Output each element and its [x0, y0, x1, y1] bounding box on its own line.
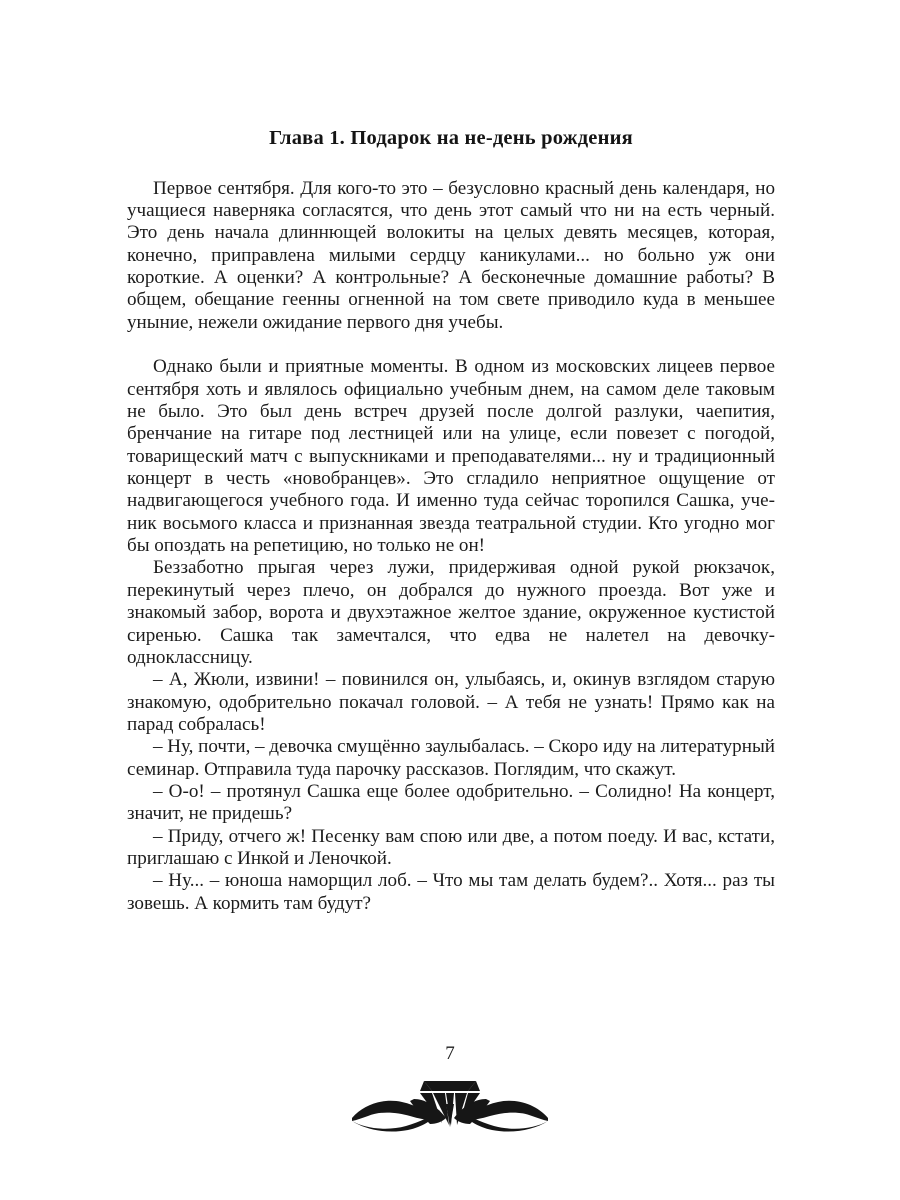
body-paragraph-dialogue: – Приду, отчего ж! Песенку вам спою или две, а потом поеду. И вас, кстати, приглашаю с Инкой и Леночкой.: [127, 825, 775, 869]
body-paragraph-dialogue: – О-о! – протянул Сашка еще более одобрительно. – Солидно! На концерт, значит, не придешь?: [127, 780, 775, 825]
body-paragraph-dialogue: – А, Жюли, извини! – повинился он, улыбаясь, и, окинув взглядом старую знакомую, одобрительно покачал головой. – А тебя не узнать! Прямо как на парад собралась!: [127, 669, 775, 735]
body-paragraph: Однако были и приятные моменты. В одном из московских лицеев первое сентября хоть и являлось официально учебным днем, на самом деле таковым не было. Это был день встреч друзей после долгой разлуки, чаепития, бренчание на гитаре под лестницей или на улице, если повезет с погодой, товарищеский матч с выпускниками и преподавателями... ну и традиционный концерт в честь «новобранцев». Это сгладило неприятное ощущение от надвигающегося учебного года. И именно туда сейчас торопился Сашка, ученик восьмого класса и признанная звезда театральной студии. Кто угодно мог бы опоздать на репетицию, но только не он!: [127, 356, 775, 557]
body-paragraph: Первое сентября. Для кого-то это – безусловно красный день календаря, но учащиеся наверняка согласятся, что день этот самый что ни на есть черный. Это день начала длиннющей волокиты на целых девять месяцев, которая, конечно, приправлена милыми сердцу каникулами... но больно уж они короткие. А оценки? А контрольные? А бесконечные домашние работы? В общем, обещание геенны огненной на том свете приводило куда в меньшее уныние, нежели ожидание первого дня учебы.: [127, 177, 775, 333]
text-column: [127, 126, 775, 915]
body-paragraph-dialogue: – Ну... – юноша наморщил лоб. – Что мы там делать будем?.. Хотя... раз ты зовешь. А кормить там будут?: [127, 870, 775, 914]
diamond-with-wings-ornament: [350, 1074, 550, 1132]
chapter-title: Глава 1. Подарок на не-день рождения: [269, 127, 633, 149]
body-paragraph: Беззаботно прыгая через лужи, придерживая одной рукой рюкзачок, перекинутый через плечо, он добрался до нужного проезда. Вот уже и знакомый забор, ворота и двухэтажное желтое здание, окруженное кустистой сиренью. Сашка так замечтался, что едва не налетел на девочку-одноклассницу.: [127, 557, 775, 668]
body-paragraph-dialogue: – Ну, почти, – девочка смущённо заулыбалась. – Скоро иду на литературный семинар. Отправила туда парочку рассказов. Поглядим, что скажут.: [127, 736, 775, 780]
page-number: 7: [445, 1043, 455, 1064]
